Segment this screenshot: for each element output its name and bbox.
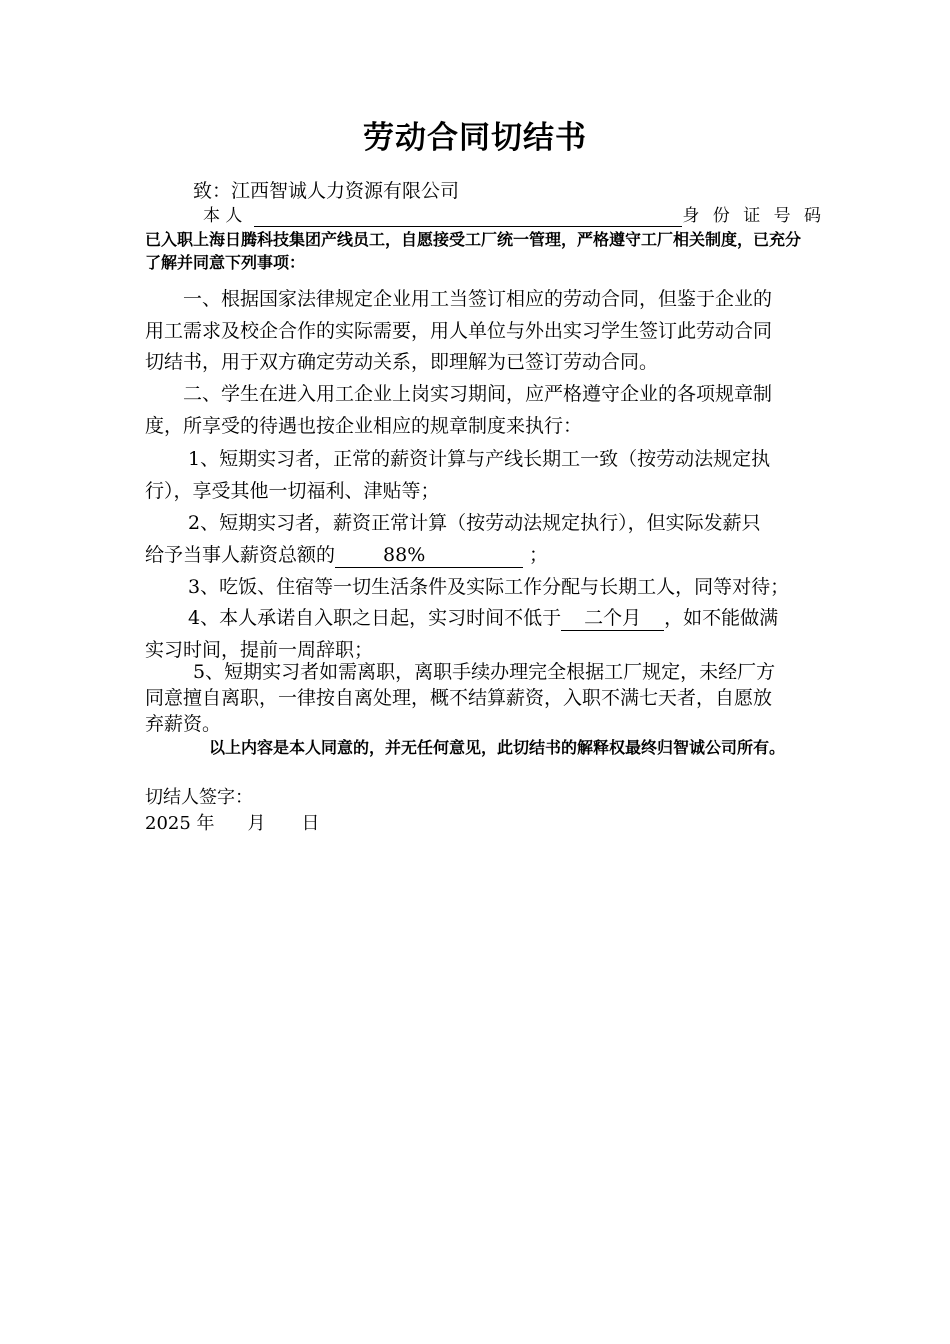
clause-1-line-1: 一、根据国家法律规定企业用工当签订相应的劳动合同，但鉴于企业的 — [183, 288, 773, 310]
signature-label: 切结人签字： — [145, 787, 253, 808]
clause-2-line-2: 度，所享受的待遇也按企业相应的规章制度来执行： — [145, 415, 583, 437]
item-5-line-1: 5、短期实习者如需离职，离职手续办理完全根据工厂规定，未经厂方 — [193, 661, 776, 683]
item-2-line-2 — [145, 540, 810, 570]
item-5-line-2: 同意擅自离职，一律按自离处理，概不结算薪资，入职不满七天者，自愿放 — [145, 687, 773, 709]
item-2-line-1: 2、短期实习者，薪资正常计算（按劳动法规定执行），但实际发薪只 — [188, 512, 761, 534]
item-3-line-1: 3、吃饭、住宿等一切生活条件及实际工作分配与长期工人，同等对待； — [188, 576, 790, 598]
closing-statement: 以上内容是本人同意的，并无任何意见，此切结书的解释权最终归智诚公司所有。 — [209, 738, 786, 757]
person-name-blank — [254, 209, 682, 227]
item-4-prefix: 4、本人承诺自入职之日起，实习时间不低于 — [188, 607, 562, 629]
date-year: 2025 年 — [145, 813, 215, 834]
item-4-suffix: ，如不能做满 — [664, 607, 779, 629]
date-day: 日 — [301, 813, 320, 834]
intro-line-2: 了解并同意下列事项： — [145, 253, 306, 272]
clause-1-line-2: 用工需求及校企合作的实际需要，用人单位与外出实习学生签订此劳动合同 — [145, 320, 773, 342]
page-title: 劳动合同切结书 — [363, 120, 587, 156]
date-month: 月 — [247, 813, 266, 834]
id-number-label: 身 份 证 号 码 — [682, 206, 826, 226]
item-1-line-2: 行），享受其他一切福利、津贴等； — [145, 480, 440, 502]
item-4-line-1 — [188, 603, 853, 633]
item-2-suffix: ； — [523, 544, 549, 566]
clause-1-line-3: 切结书，用于双方确定劳动关系，即理解为已签订劳动合同。 — [145, 351, 659, 373]
salary-percent-field: 88% — [335, 543, 523, 568]
person-id-line — [203, 205, 826, 227]
date-line — [145, 811, 810, 837]
person-label: 本 人 — [203, 206, 243, 226]
item-2-prefix: 给予当事人薪资总额的 — [145, 544, 336, 566]
internship-duration-field: 二个月 — [561, 606, 664, 631]
clause-2-line-1: 二、学生在进入用工企业上岗实习期间，应严格遵守企业的各项规章制 — [183, 383, 773, 405]
addressee-line: 致：江西智诚人力资源有限公司 — [193, 180, 460, 202]
item-1-line-1: 1、短期实习者，正常的薪资计算与产线长期工一致（按劳动法规定执 — [188, 448, 771, 470]
intro-line-1: 已入职上海日腾科技集团产线员工，自愿接受工厂统一管理，严格遵守工厂相关制度，已充分 — [145, 230, 802, 249]
item-4-line-2: 实习时间，提前一周辞职； — [145, 639, 374, 661]
item-5-line-3: 弃薪资。 — [145, 713, 222, 735]
